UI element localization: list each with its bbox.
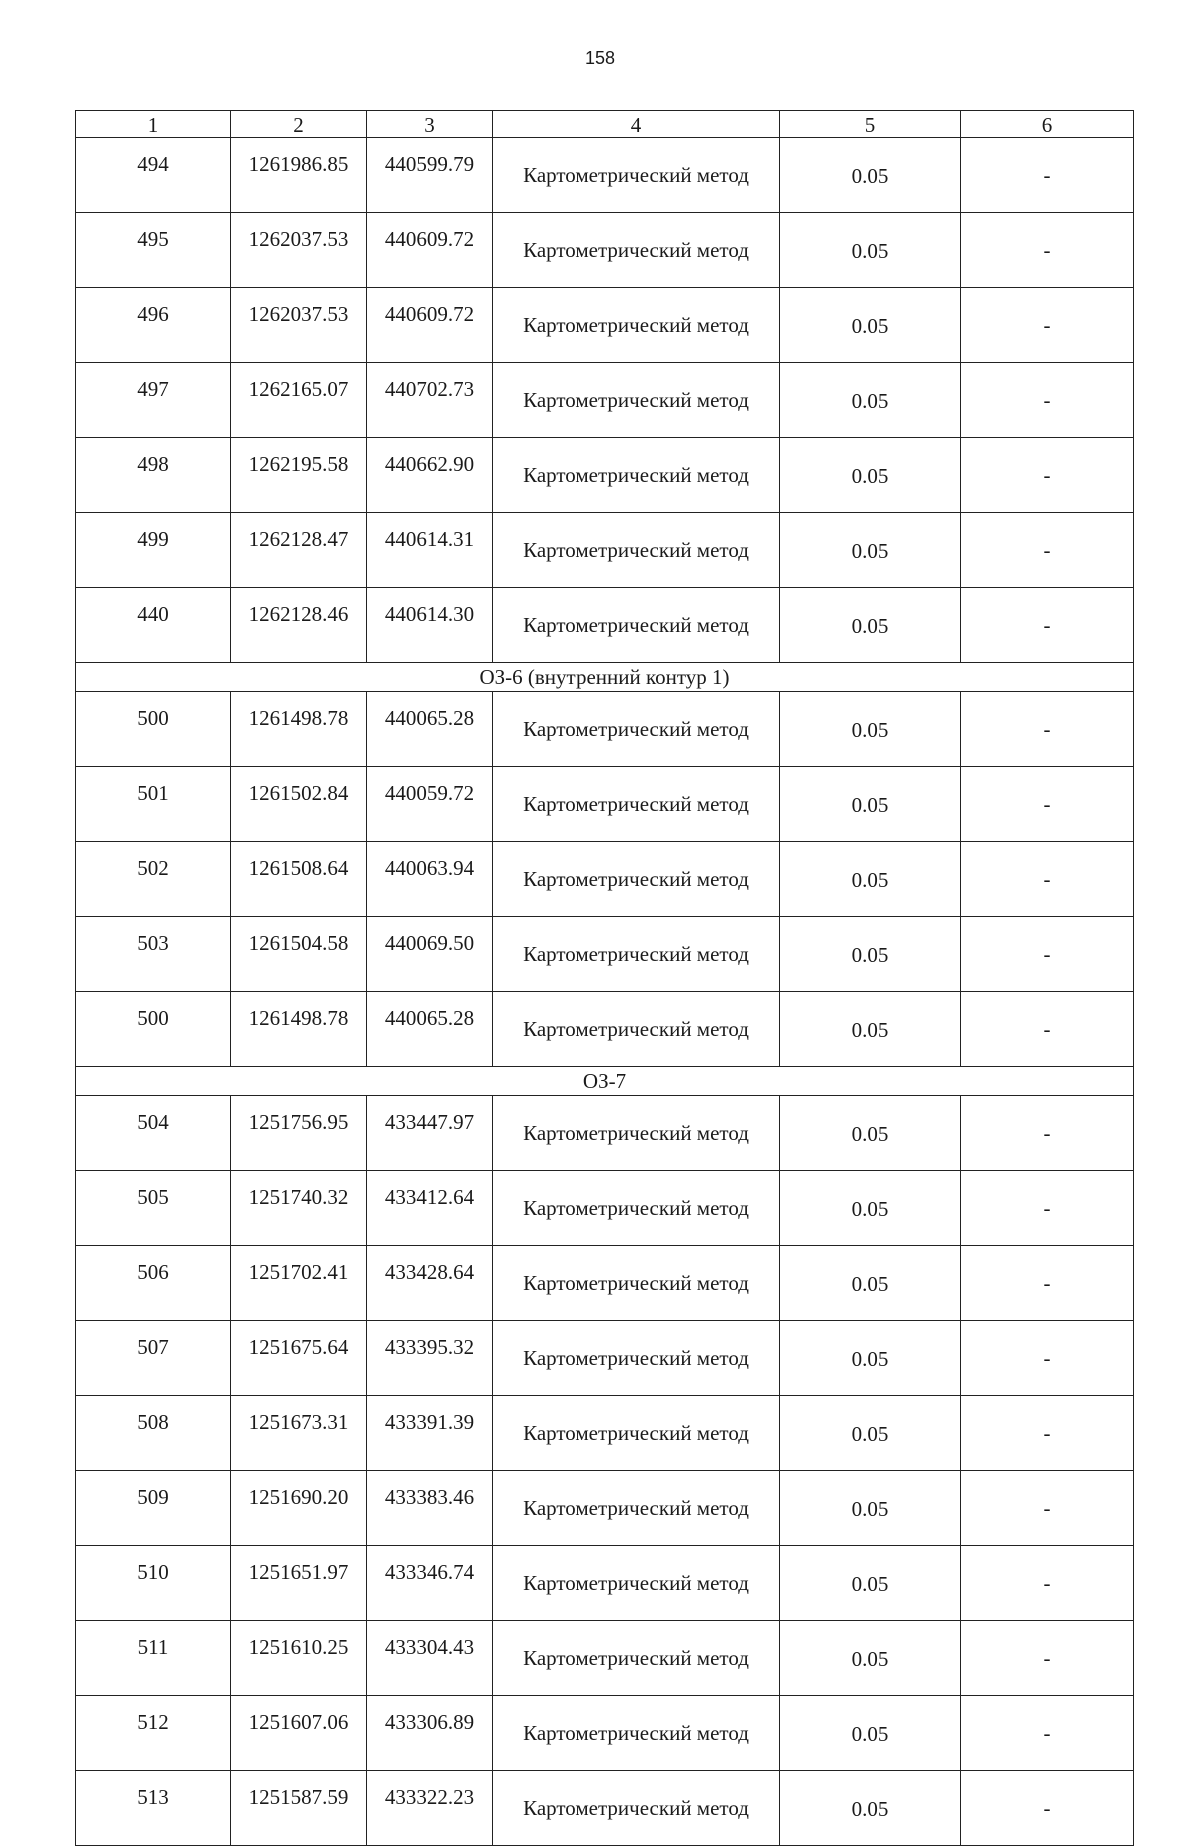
method-cell: Картометрический метод xyxy=(493,1696,780,1771)
note-cell: - xyxy=(961,213,1134,288)
header-cell: 5 xyxy=(780,111,961,138)
point-number-cell: 500 xyxy=(76,992,231,1067)
x-coordinate-cell: 1251651.97 xyxy=(231,1546,367,1621)
note-cell: - xyxy=(961,992,1134,1067)
point-number-cell: 496 xyxy=(76,288,231,363)
table-row xyxy=(76,1096,1134,1171)
x-coordinate-cell: 1261502.84 xyxy=(231,767,367,842)
x-coordinate-cell: 1261498.78 xyxy=(231,992,367,1067)
y-coordinate-cell: 433322.23 xyxy=(367,1771,493,1846)
point-number-cell: 513 xyxy=(76,1771,231,1846)
method-cell: Картометрический метод xyxy=(493,1096,780,1171)
note-cell: - xyxy=(961,363,1134,438)
note-cell: - xyxy=(961,138,1134,213)
point-number-cell: 504 xyxy=(76,1096,231,1171)
point-number-cell: 498 xyxy=(76,438,231,513)
point-number-cell: 499 xyxy=(76,513,231,588)
x-coordinate-cell: 1261986.85 xyxy=(231,138,367,213)
table-row xyxy=(76,438,1134,513)
accuracy-cell: 0.05 xyxy=(780,363,961,438)
note-cell: - xyxy=(961,1396,1134,1471)
method-cell: Картометрический метод xyxy=(493,138,780,213)
header-cell: 6 xyxy=(961,111,1134,138)
method-cell: Картометрический метод xyxy=(493,363,780,438)
point-number-cell: 494 xyxy=(76,138,231,213)
x-coordinate-cell: 1261504.58 xyxy=(231,917,367,992)
accuracy-cell: 0.05 xyxy=(780,1471,961,1546)
accuracy-cell: 0.05 xyxy=(780,1246,961,1321)
table-row xyxy=(76,692,1134,767)
table-row xyxy=(76,1471,1134,1546)
note-cell: - xyxy=(961,288,1134,363)
accuracy-cell: 0.05 xyxy=(780,692,961,767)
y-coordinate-cell: 433447.97 xyxy=(367,1096,493,1171)
method-cell: Картометрический метод xyxy=(493,513,780,588)
y-coordinate-cell: 440065.28 xyxy=(367,692,493,767)
method-cell: Картометрический метод xyxy=(493,1321,780,1396)
accuracy-cell: 0.05 xyxy=(780,1096,961,1171)
note-cell: - xyxy=(961,1546,1134,1621)
accuracy-cell: 0.05 xyxy=(780,213,961,288)
method-cell: Картометрический метод xyxy=(493,1471,780,1546)
header-cell: 3 xyxy=(367,111,493,138)
header-cell: 4 xyxy=(493,111,780,138)
y-coordinate-cell: 440614.31 xyxy=(367,513,493,588)
table-row xyxy=(76,288,1134,363)
table-row xyxy=(76,992,1134,1067)
x-coordinate-cell: 1251690.20 xyxy=(231,1471,367,1546)
accuracy-cell: 0.05 xyxy=(780,1396,961,1471)
method-cell: Картометрический метод xyxy=(493,1171,780,1246)
table-row xyxy=(76,138,1134,213)
accuracy-cell: 0.05 xyxy=(780,1771,961,1846)
method-cell: Картометрический метод xyxy=(493,992,780,1067)
y-coordinate-cell: 440059.72 xyxy=(367,767,493,842)
note-cell: - xyxy=(961,1771,1134,1846)
point-number-cell: 502 xyxy=(76,842,231,917)
y-coordinate-cell: 433395.32 xyxy=(367,1321,493,1396)
table-body xyxy=(76,111,1134,1846)
accuracy-cell: 0.05 xyxy=(780,1321,961,1396)
accuracy-cell: 0.05 xyxy=(780,992,961,1067)
section-title-row xyxy=(76,663,1134,692)
point-number-cell: 506 xyxy=(76,1246,231,1321)
note-cell: - xyxy=(961,917,1134,992)
x-coordinate-cell: 1251675.64 xyxy=(231,1321,367,1396)
coordinates-table xyxy=(75,110,1134,1846)
method-cell: Картометрический метод xyxy=(493,767,780,842)
table-row xyxy=(76,1696,1134,1771)
table-row xyxy=(76,213,1134,288)
point-number-cell: 508 xyxy=(76,1396,231,1471)
note-cell: - xyxy=(961,1471,1134,1546)
method-cell: Картометрический метод xyxy=(493,288,780,363)
point-number-cell: 509 xyxy=(76,1471,231,1546)
point-number-cell: 497 xyxy=(76,363,231,438)
accuracy-cell: 0.05 xyxy=(780,1621,961,1696)
table-row xyxy=(76,842,1134,917)
accuracy-cell: 0.05 xyxy=(780,1171,961,1246)
note-cell: - xyxy=(961,1696,1134,1771)
method-cell: Картометрический метод xyxy=(493,1621,780,1696)
note-cell: - xyxy=(961,1171,1134,1246)
x-coordinate-cell: 1261498.78 xyxy=(231,692,367,767)
x-coordinate-cell: 1262037.53 xyxy=(231,213,367,288)
table-row xyxy=(76,1546,1134,1621)
y-coordinate-cell: 440609.72 xyxy=(367,213,493,288)
accuracy-cell: 0.05 xyxy=(780,1696,961,1771)
method-cell: Картометрический метод xyxy=(493,1771,780,1846)
note-cell: - xyxy=(961,692,1134,767)
note-cell: - xyxy=(961,1246,1134,1321)
accuracy-cell: 0.05 xyxy=(780,842,961,917)
table-row xyxy=(76,917,1134,992)
y-coordinate-cell: 433391.39 xyxy=(367,1396,493,1471)
header-row xyxy=(76,111,1134,138)
note-cell: - xyxy=(961,1621,1134,1696)
y-coordinate-cell: 433412.64 xyxy=(367,1171,493,1246)
accuracy-cell: 0.05 xyxy=(780,588,961,663)
point-number-cell: 512 xyxy=(76,1696,231,1771)
point-number-cell: 510 xyxy=(76,1546,231,1621)
point-number-cell: 440 xyxy=(76,588,231,663)
x-coordinate-cell: 1262165.07 xyxy=(231,363,367,438)
note-cell: - xyxy=(961,588,1134,663)
method-cell: Картометрический метод xyxy=(493,692,780,767)
method-cell: Картометрический метод xyxy=(493,213,780,288)
section-title-row xyxy=(76,1067,1134,1096)
method-cell: Картометрический метод xyxy=(493,1546,780,1621)
x-coordinate-cell: 1262195.58 xyxy=(231,438,367,513)
note-cell: - xyxy=(961,1096,1134,1171)
method-cell: Картометрический метод xyxy=(493,842,780,917)
method-cell: Картометрический метод xyxy=(493,588,780,663)
table-row xyxy=(76,1396,1134,1471)
note-cell: - xyxy=(961,842,1134,917)
table-row xyxy=(76,1321,1134,1396)
note-cell: - xyxy=(961,1321,1134,1396)
y-coordinate-cell: 440609.72 xyxy=(367,288,493,363)
point-number-cell: 500 xyxy=(76,692,231,767)
note-cell: - xyxy=(961,767,1134,842)
y-coordinate-cell: 440063.94 xyxy=(367,842,493,917)
accuracy-cell: 0.05 xyxy=(780,288,961,363)
header-cell: 1 xyxy=(76,111,231,138)
method-cell: Картометрический метод xyxy=(493,438,780,513)
y-coordinate-cell: 440662.90 xyxy=(367,438,493,513)
y-coordinate-cell: 433346.74 xyxy=(367,1546,493,1621)
note-cell: - xyxy=(961,438,1134,513)
point-number-cell: 495 xyxy=(76,213,231,288)
point-number-cell: 507 xyxy=(76,1321,231,1396)
x-coordinate-cell: 1251607.06 xyxy=(231,1696,367,1771)
y-coordinate-cell: 433428.64 xyxy=(367,1246,493,1321)
y-coordinate-cell: 433304.43 xyxy=(367,1621,493,1696)
x-coordinate-cell: 1251673.31 xyxy=(231,1396,367,1471)
y-coordinate-cell: 440702.73 xyxy=(367,363,493,438)
x-coordinate-cell: 1261508.64 xyxy=(231,842,367,917)
accuracy-cell: 0.05 xyxy=(780,917,961,992)
table-row xyxy=(76,1771,1134,1846)
method-cell: Картометрический метод xyxy=(493,1246,780,1321)
y-coordinate-cell: 440614.30 xyxy=(367,588,493,663)
y-coordinate-cell: 440069.50 xyxy=(367,917,493,992)
table-row xyxy=(76,767,1134,842)
table-row xyxy=(76,1171,1134,1246)
y-coordinate-cell: 433383.46 xyxy=(367,1471,493,1546)
note-cell: - xyxy=(961,513,1134,588)
method-cell: Картометрический метод xyxy=(493,1396,780,1471)
x-coordinate-cell: 1262037.53 xyxy=(231,288,367,363)
point-number-cell: 503 xyxy=(76,917,231,992)
accuracy-cell: 0.05 xyxy=(780,438,961,513)
y-coordinate-cell: 440599.79 xyxy=(367,138,493,213)
x-coordinate-cell: 1251587.59 xyxy=(231,1771,367,1846)
x-coordinate-cell: 1251702.41 xyxy=(231,1246,367,1321)
x-coordinate-cell: 1251740.32 xyxy=(231,1171,367,1246)
accuracy-cell: 0.05 xyxy=(780,513,961,588)
point-number-cell: 511 xyxy=(76,1621,231,1696)
section-title: ОЗ-7 xyxy=(76,1067,1134,1096)
table-row xyxy=(76,513,1134,588)
header-cell: 2 xyxy=(231,111,367,138)
method-cell: Картометрический метод xyxy=(493,917,780,992)
accuracy-cell: 0.05 xyxy=(780,1546,961,1621)
point-number-cell: 501 xyxy=(76,767,231,842)
x-coordinate-cell: 1262128.47 xyxy=(231,513,367,588)
accuracy-cell: 0.05 xyxy=(780,767,961,842)
x-coordinate-cell: 1251756.95 xyxy=(231,1096,367,1171)
section-title: ОЗ-6 (внутренний контур 1) xyxy=(76,663,1134,692)
y-coordinate-cell: 440065.28 xyxy=(367,992,493,1067)
table-row xyxy=(76,1621,1134,1696)
x-coordinate-cell: 1262128.46 xyxy=(231,588,367,663)
accuracy-cell: 0.05 xyxy=(780,138,961,213)
y-coordinate-cell: 433306.89 xyxy=(367,1696,493,1771)
page-number: 158 xyxy=(584,48,616,68)
table-row xyxy=(76,588,1134,663)
x-coordinate-cell: 1251610.25 xyxy=(231,1621,367,1696)
table-row xyxy=(76,1246,1134,1321)
point-number-cell: 505 xyxy=(76,1171,231,1246)
table-row xyxy=(76,363,1134,438)
